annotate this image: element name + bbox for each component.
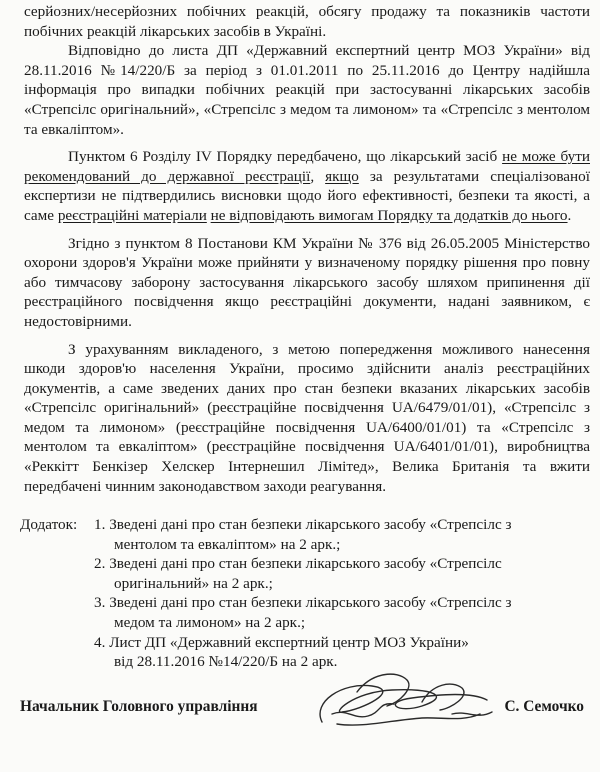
paragraph-0 bbox=[24, 2, 590, 41]
attachment-item-continuation: ментолом та евкаліптом» на 2 арк.; bbox=[114, 535, 341, 553]
underlined-text: якщо bbox=[325, 167, 359, 185]
handwritten-signature bbox=[302, 662, 502, 742]
attachment-item-continuation: оригінальний» на 2 арк.; bbox=[114, 574, 273, 592]
document-body bbox=[24, 2, 590, 496]
attachment-item bbox=[94, 554, 590, 593]
text-run: . bbox=[567, 206, 572, 224]
underlined-text: не відповідають вимогам Порядку та додатків до нього bbox=[210, 206, 568, 224]
attachment-item-continuation: від 28.11.2016 №14/220/Б на 2 арк. bbox=[114, 653, 338, 671]
paragraph-2 bbox=[24, 147, 590, 225]
signature-block bbox=[20, 690, 590, 730]
attachment-item-line: 2. Зведені дані про стан безпеки лікарського засобу «Стрепсілс bbox=[94, 555, 502, 573]
underlined-text: реєстраційні матеріали bbox=[57, 206, 207, 224]
text-run: за результатами спеціалізованої експертизи не підтвердились висновки щодо його ефективності, безпеки та якості, а саме bbox=[24, 167, 590, 224]
attachment-item bbox=[94, 515, 590, 554]
text-run: , bbox=[310, 167, 326, 185]
attachment-item-line: 3. Зведені дані про стан безпеки лікарського засобу «Стрепсілс з bbox=[94, 594, 512, 612]
text-run: З урахуванням викладеного, з метою попередження можливого нанесення шкоди здоров'ю населення України, просимо здійснити аналіз реєстраційних документів, а саме зведених даних про стан безпеки вказаних лікарських засобів «Стрепсілс оригінальний» (реєстраційне посвідчення UA/6479/01/01), «Стрепсілс з медом та лимоном» (реєстраційне посвідчення UA/6400/01/01) та «Стрепсілс з ментолом та евкаліптом» (реєстраційне посвідчення UA/6401/01/01), виробництва «Реккітт Бенкізер Хелскер Інтернешил Лімітед», Велика Британія та вжити передбачені чинним законодавством заходи реагування. bbox=[24, 340, 590, 495]
attachments-list bbox=[94, 515, 590, 672]
attachment-item-line: 4. Лист ДП «Державний експертний центр МОЗ України» bbox=[94, 633, 469, 651]
attachment-item-continuation: медом та лимоном» на 2 арк.; bbox=[114, 613, 306, 631]
signatory-name: С. Семочко bbox=[504, 698, 584, 715]
paragraph-4 bbox=[24, 340, 590, 497]
paragraph-3 bbox=[24, 234, 590, 332]
text-run: Пунктом 6 Розділу IV Порядку передбачено, що лікарський засіб bbox=[68, 148, 503, 166]
text-run: серйозних/несерйозних побічних реакцій, обсягу продажу та показників частоти побічних реакцій лікарських засобів в Україні. bbox=[24, 3, 590, 40]
attachment-item-line: 1. Зведені дані про стан безпеки лікарського засобу «Стрепсілс з bbox=[94, 516, 512, 533]
paragraph-1 bbox=[24, 41, 590, 139]
text-run: Відповідно до листа ДП «Державний експертний центр МОЗ України» від 28.11.2016 №14/220/Б за період з 01.01.2011 по 25.11.2016 до Центру надійшла інформація про випадки побічних реакцій при застосуванні лікарських засобів «Стрепсілс оригінальний», «Стрепсілс з медом та лимоном» та «Стрепсілс з ментолом та евкаліптом». bbox=[24, 42, 590, 138]
attachments-label: Додаток: bbox=[20, 516, 78, 533]
text-run: Згідно з пунктом 8 Постанови КМ України № 376 від 26.05.2005 Міністерство охорони здоров'я України може прийняти у визначеному порядку рішення про повну або тимчасову заборону застосування лікарського засобу шляхом припинення дії реєстраційного посвідчення якщо реєстраційні документи, надані заявником, є недостовірними. bbox=[24, 234, 590, 330]
signatory-title: Начальник Головного управління bbox=[20, 698, 258, 715]
underlined-text: не може бути рекомендований до державної реєстрації bbox=[24, 148, 590, 185]
attachment-item bbox=[94, 593, 590, 632]
